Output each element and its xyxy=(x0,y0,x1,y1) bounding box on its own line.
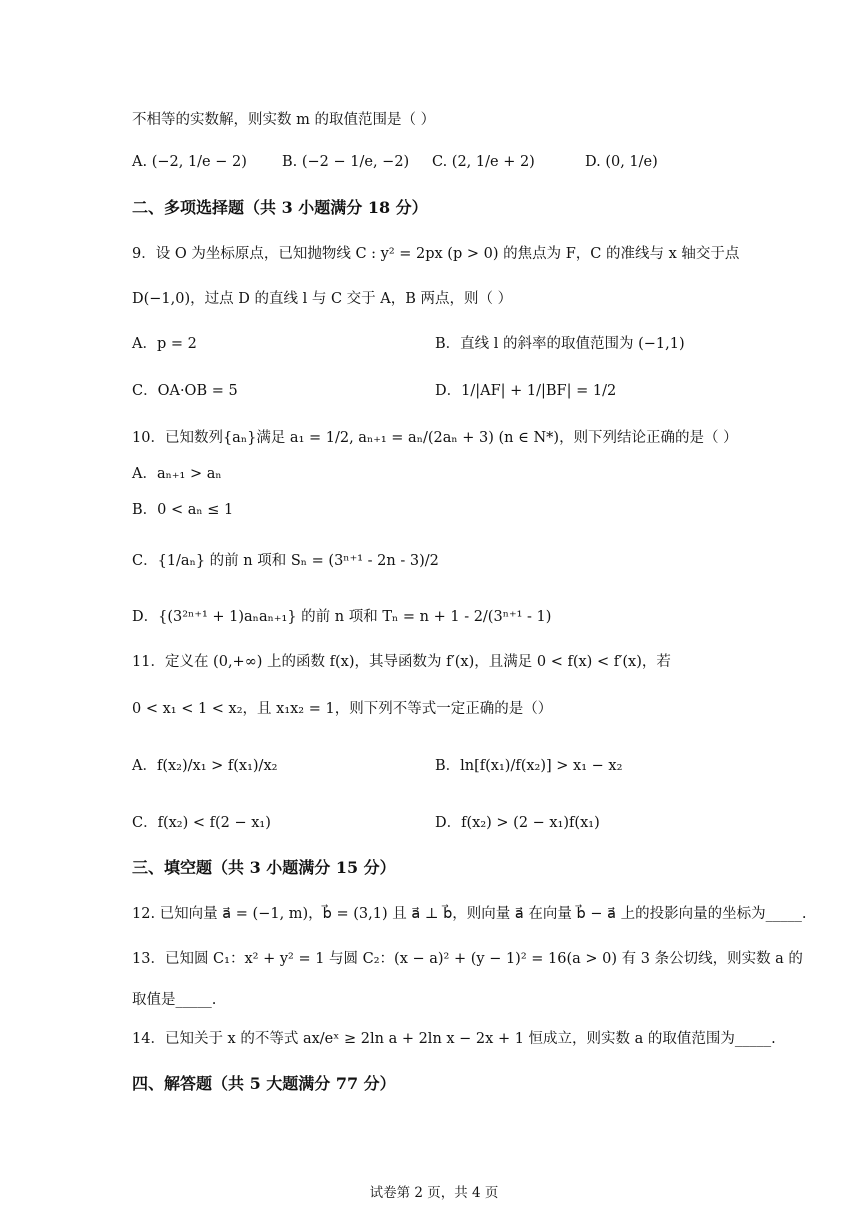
q8-option-b: B. (−2 − 1/e, −2) xyxy=(282,154,410,170)
q9-line1: 9．设 O 为坐标原点，已知抛物线 C : y² = 2px (p > 0) 的焦点为 F，C 的准线与 x 轴交于点 xyxy=(132,246,740,262)
q12: 12. 已知向量 a⃗ = (−1, m)，b⃗ = (3,1) 且 a⃗ ⊥ b⃗，则向量 a⃗ 在向量 b⃗ − a⃗ 上的投影向量的坐标为_____. xyxy=(132,906,807,922)
q9-option-d: D．1/|AF| + 1/|BF| = 1/2 xyxy=(435,383,617,399)
q9-option-c: C．OA·OB = 5 xyxy=(132,383,238,399)
q8-tail: 不相等的实数解，则实数 m 的取值范围是（ ） xyxy=(132,112,436,128)
q11-option-b: B．ln[f(x₁)/f(x₂)] > x₁ − x₂ xyxy=(435,758,623,774)
q13-line1: 13．已知圆 C₁：x² + y² = 1 与圆 C₂：(x − a)² + (y − 1)² = 16(a > 0) 有 3 条公切线，则实数 a 的 xyxy=(132,951,803,967)
q10-option-c: C．{1/aₙ} 的前 n 项和 Sₙ = (3ⁿ⁺¹ - 2n - 3)/2 xyxy=(132,553,439,569)
q9-line2: D(−1,0)，过点 D 的直线 l 与 C 交于 A，B 两点，则（ ） xyxy=(132,291,513,307)
page-footer: 试卷第 2 页，共 4 页 xyxy=(369,1185,499,1201)
q10-option-a: A．aₙ₊₁ > aₙ xyxy=(132,466,222,482)
q9-option-b: B．直线 l 的斜率的取值范围为 (−1,1) xyxy=(435,336,685,352)
q10-stem: 10．已知数列{aₙ}满足 a₁ = 1/2, aₙ₊₁ = aₙ/(2aₙ + 3) (n ∈ N*)，则下列结论正确的是（ ） xyxy=(132,430,738,446)
q13-line2: 取值是_____. xyxy=(132,992,217,1008)
q8-option-a: A. (−2, 1/e − 2) xyxy=(132,154,247,170)
q9-option-a: A．p = 2 xyxy=(132,336,197,352)
q11-line1: 11．定义在 (0,+∞) 上的函数 f(x)，其导函数为 f′(x)，且满足 0 < f(x) < f′(x)，若 xyxy=(132,654,671,670)
q11-line2: 0 < x₁ < 1 < x₂，且 x₁x₂ = 1，则下列不等式一定正确的是（） xyxy=(132,701,553,717)
q10-option-d: D．{(3²ⁿ⁺¹ + 1)aₙaₙ₊₁} 的前 n 项和 Tₙ = n + 1 - 2/(3ⁿ⁺¹ - 1) xyxy=(132,609,552,625)
q11-option-c: C．f(x₂) < f(2 − x₁) xyxy=(132,815,271,831)
q11-option-a: A．f(x₂)/x₁ > f(x₁)/x₂ xyxy=(132,758,278,774)
q10-option-b: B．0 < aₙ ≤ 1 xyxy=(132,502,234,518)
q8-option-c: C. (2, 1/e + 2) xyxy=(432,154,535,170)
section-title-multiple-choice: 二、多项选择题（共 3 小题满分 18 分） xyxy=(132,198,428,217)
section-title-solutions: 四、解答题（共 5 大题满分 77 分） xyxy=(132,1074,396,1093)
section-title-fill-in: 三、填空题（共 3 小题满分 15 分） xyxy=(132,858,396,877)
q11-option-d: D．f(x₂) > (2 − x₁)f(x₁) xyxy=(435,815,600,831)
q14: 14．已知关于 x 的不等式 ax/eˣ ≥ 2ln a + 2ln x − 2x + 1 恒成立，则实数 a 的取值范围为_____. xyxy=(132,1031,776,1047)
q8-option-d: D. (0, 1/e) xyxy=(585,154,658,170)
